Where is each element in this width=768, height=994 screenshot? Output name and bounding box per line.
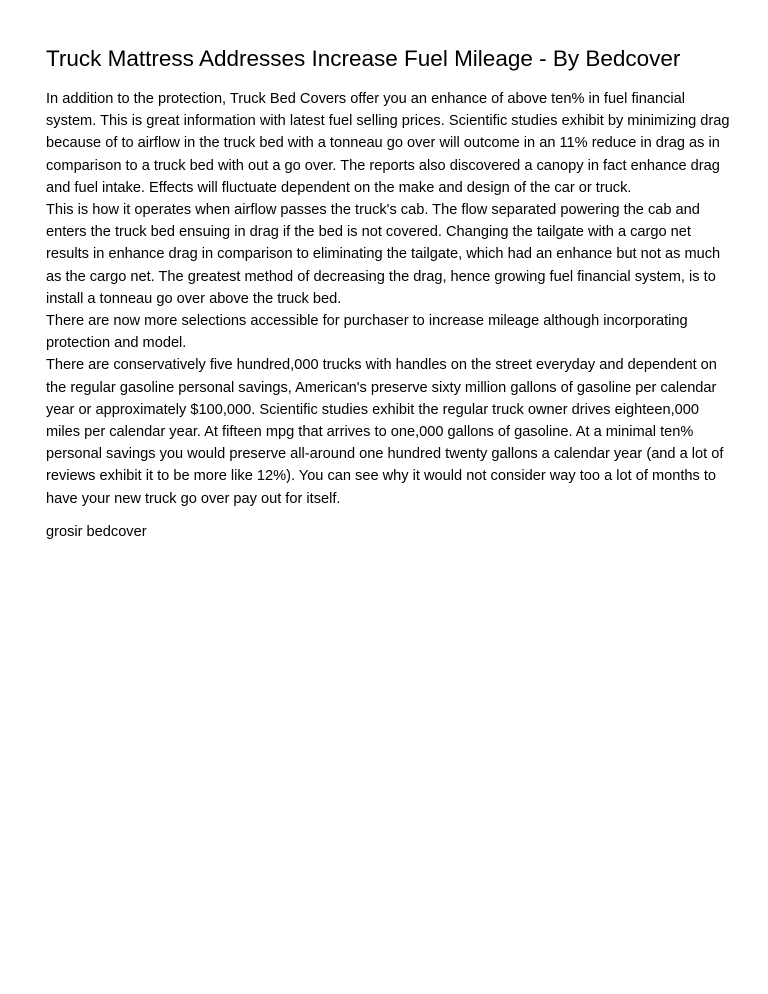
paragraph-4: There are conservatively five hundred,000 trucks with handles on the street everyday and dependent on the regular gasoline personal savings, American's preserve sixty million gallons of gasoline per calendar year or approximately $100,000. Scientific studies exhibit the regular truck owner drives eighteen,000 miles per calendar year. At fifteen mpg that arrives to one,000 gallons of gasoline. At a minimal ten% personal savings you would preserve all-around one hundred twenty gallons a calendar year (and a lot of reviews exhibit it to be more like 12%). You can see why it would not consider way too a lot of months to have your new truck go over pay out for itself. (46, 357, 724, 507)
article-body (46, 88, 736, 510)
footer-link[interactable]: grosir bedcover (46, 523, 147, 540)
document-page (46, 44, 736, 543)
page-title: Truck Mattress Addresses Increase Fuel Mileage - By Bedcover (46, 46, 681, 71)
paragraph-3: There are now more selections accessible for purchaser to increase mileage although incorporating protection and model. (46, 313, 688, 352)
paragraph-1: In addition to the protection, Truck Bed Covers offer you an enhance of above ten% in fuel financial system. This is great information with latest fuel selling prices. Scientific studies exhibit by minimizing drag because of to airflow in the truck bed with a tonneau go over will outcome in an 11% reduce in drag as in comparison to a truck bed with out a go over. The reports also discovered a canopy in fact enhance drag and fuel intake. Effects will fluctuate dependent on the make and design of the car or truck. (46, 91, 730, 196)
paragraph-2: This is how it operates when airflow passes the truck's cab. The flow separated powering the cab and enters the truck bed ensuing in drag if the bed is not covered. Changing the tailgate with a cargo net results in enhance drag in comparison to eliminating the tailgate, which had an enhance but not as much as the cargo net. The greatest method of decreasing the drag, hence growing fuel financial system, is to install a tonneau go over above the truck bed. (46, 202, 721, 307)
